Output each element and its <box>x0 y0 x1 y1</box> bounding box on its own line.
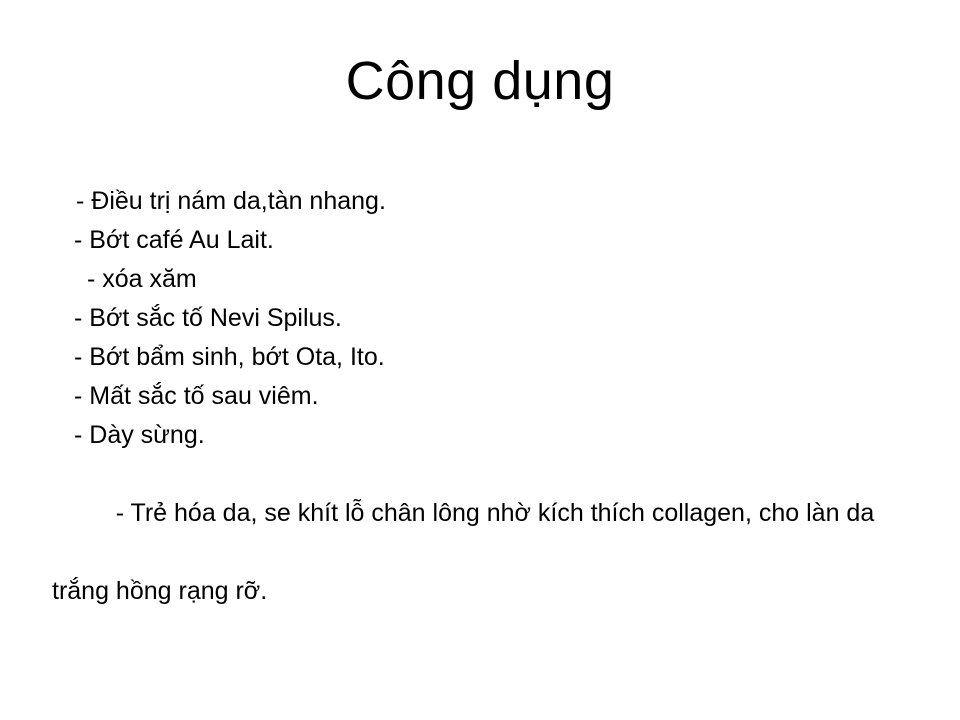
page-title: Công dụng <box>345 51 615 111</box>
list-item-wrapped <box>52 455 912 689</box>
list-item: - Dày sừng. <box>74 421 205 449</box>
list-item: - Mất sắc tố sau viêm. <box>74 382 319 410</box>
list-item: - Bớt café Au Lait. <box>74 226 274 254</box>
slide-body <box>52 182 912 689</box>
list-item: - Điều trị nám da,tàn nhang. <box>76 187 386 215</box>
list-item: - xóa xăm <box>80 265 197 293</box>
list-item-continuation-line: trắng hồng rạng rỡ. <box>52 577 268 605</box>
list-item-first-line: - Trẻ hóa da, se khít lỗ chân lông nhờ kích thích collagen, cho làn da <box>115 499 875 527</box>
list-item: - Bớt bẩm sinh, bớt Ota, Ito. <box>74 343 385 371</box>
list-item: - Bớt sắc tố Nevi Spilus. <box>74 304 342 332</box>
